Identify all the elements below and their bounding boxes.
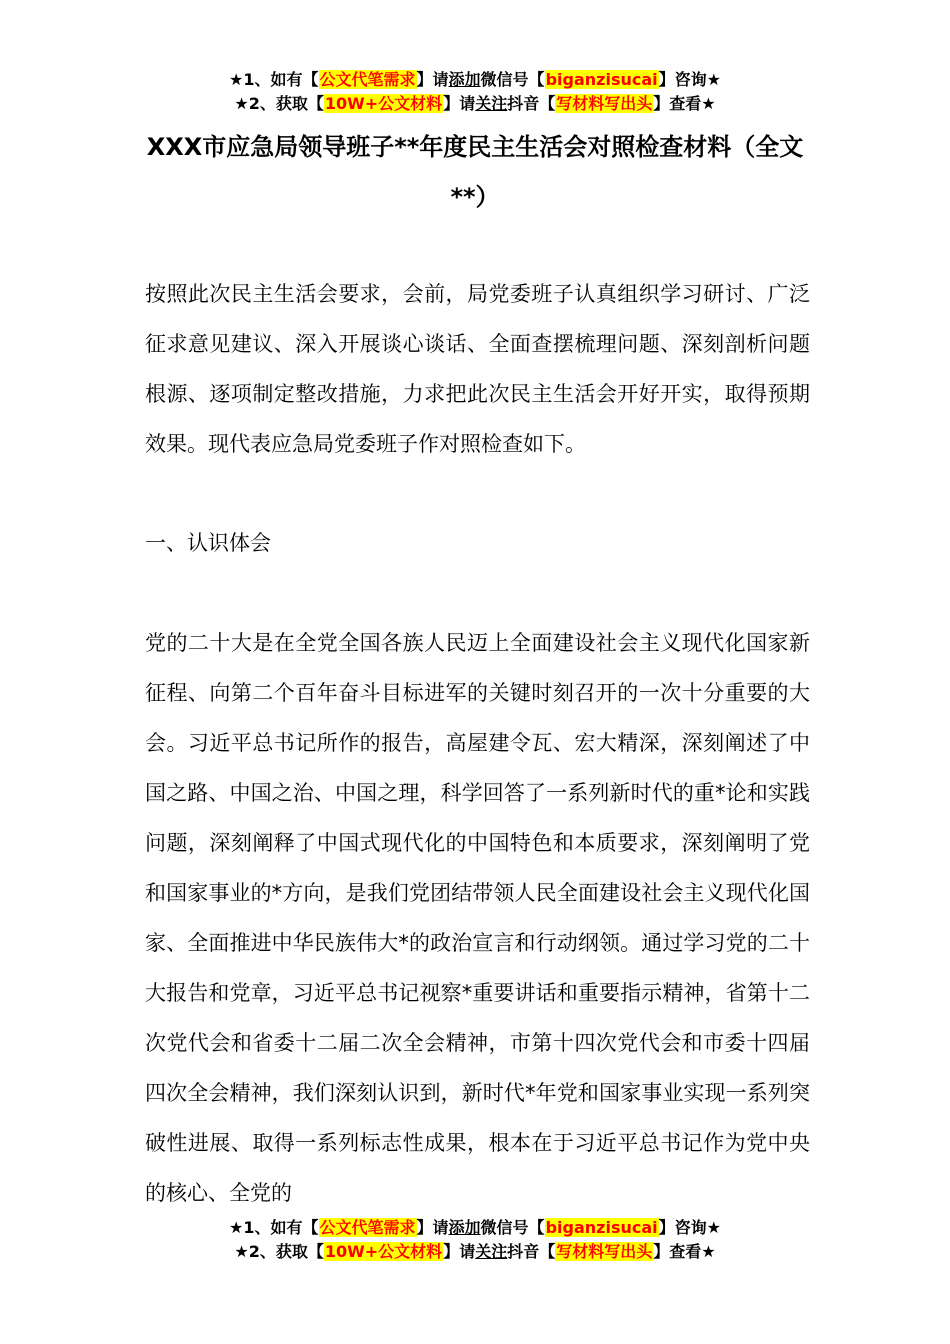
banner-line-2 — [0, 1240, 950, 1264]
banner-underline: 添加 — [448, 1218, 481, 1237]
banner-text: 微信号【 — [480, 1218, 545, 1237]
banner-highlight: 10W+公文材料 — [324, 1242, 443, 1261]
banner-highlight: biganzisucai — [545, 70, 658, 89]
banner-text: 抖音【 — [507, 94, 556, 113]
banner-text: 】查看★ — [653, 94, 716, 113]
banner-line-1 — [0, 1216, 950, 1240]
banner-highlight: 写材料写出头 — [556, 1242, 653, 1261]
banner-text: 】请 — [443, 94, 476, 113]
banner-text: 】咨询★ — [658, 70, 721, 89]
banner-line-2 — [0, 92, 950, 116]
header-banner — [0, 68, 950, 116]
banner-text: 微信号【 — [480, 70, 545, 89]
banner-text: 】请 — [416, 70, 449, 89]
banner-highlight: biganzisucai — [545, 1218, 658, 1237]
intro-paragraph: 按照此次民主生活会要求，会前，局党委班子认真组织学习研讨、广泛征求意见建议、深入开展谈心谈话、全面查摆梳理问题、深刻剖析问题根源、逐项制定整改措施，力求把此次民主生活会开好开实，取得预期效果。现代表应急局党委班子作对照检查如下。 — [145, 282, 810, 456]
footer-banner — [0, 1216, 950, 1264]
banner-underline: 关注 — [475, 1242, 508, 1261]
document-title: XXX市应急局领导班子**年度民主生活会对照检查材料（全文**） — [146, 133, 804, 211]
banner-highlight: 10W+公文材料 — [324, 94, 443, 113]
banner-text: 】查看★ — [653, 1242, 716, 1261]
banner-text: ★2、获取【 — [234, 1242, 324, 1261]
banner-text: ★1、如有【 — [229, 1218, 319, 1237]
section-heading: 一、认识体会 — [145, 531, 271, 555]
banner-text: 】请 — [416, 1218, 449, 1237]
banner-text: ★1、如有【 — [229, 70, 319, 89]
banner-text: 】请 — [443, 1242, 476, 1261]
body-paragraph: 党的二十大是在全党全国各族人民迈上全面建设社会主义现代化国家新征程、向第二个百年奋斗目标进军的关键时刻召开的一次十分重要的大会。习近平总书记所作的报告，高屋建令瓦、宏大精深，深刻阐述了中国之路、中国之治、中国之理，科学回答了一系列新时代的重*论和实践问题，深刻阐释了中国式现代化的中国特色和本质要求，深刻阐明了党和国家事业的*方向，是我们党团结带领人民全面建设社会主义现代化国家、全面推进中华民族伟大*的政治宣言和行动纲领。通过学习党的二十大报告和党章，习近平总书记视察*重要讲话和重要指示精神，省第十二次党代会和省委十二届二次全会精神，市第十四次党代会和市委十四届四次全会精神，我们深刻认识到，新时代*年党和国家事业实现一系列突破性进展、取得一系列标志性成果，根本在于习近平总书记作为党中央的核心、全党的 — [145, 631, 810, 1205]
banner-line-1 — [0, 68, 950, 92]
banner-text: ★2、获取【 — [234, 94, 324, 113]
banner-text: 】咨询★ — [658, 1218, 721, 1237]
banner-highlight: 公文代笔需求 — [319, 70, 416, 89]
banner-highlight: 写材料写出头 — [556, 94, 653, 113]
banner-underline: 添加 — [448, 70, 481, 89]
banner-highlight: 公文代笔需求 — [319, 1218, 416, 1237]
banner-underline: 关注 — [475, 94, 508, 113]
banner-text: 抖音【 — [507, 1242, 556, 1261]
